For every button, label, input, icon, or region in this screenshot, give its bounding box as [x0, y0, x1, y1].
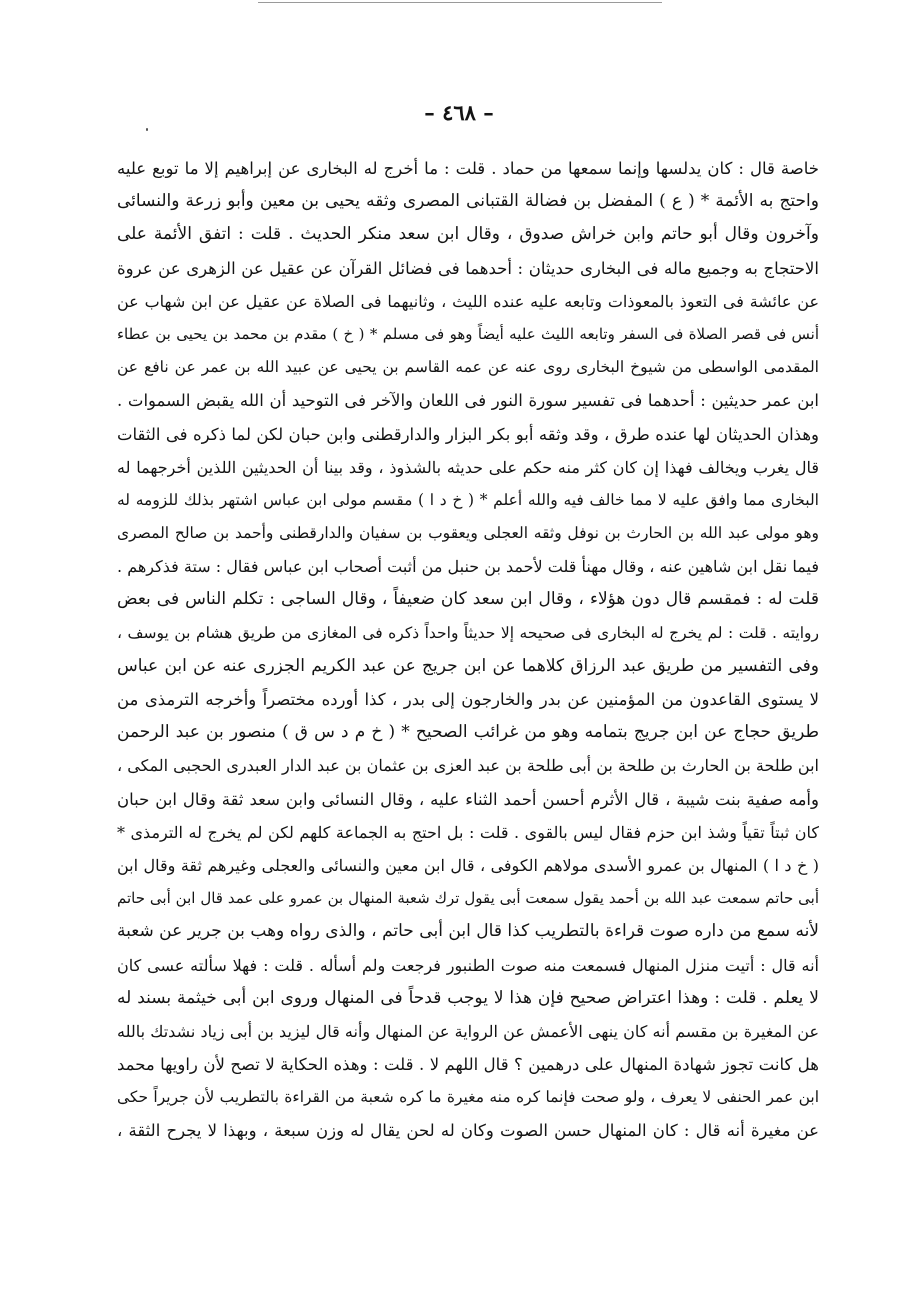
page-number: – ٤٦٨ – [424, 100, 494, 125]
text-line: قال يغرب ويخالف فهذا إن كان كثر منه حكم على حديثه بالشذوذ ، وقد بينا أن الحديثين اللذين أخرجهما له [117, 457, 819, 477]
text-line: الاحتجاج به وجميع ماله فى البخارى حديثان : أحدهما فى فضائل القرآن عن عقيل عن الزهرى عن عروة [117, 258, 819, 278]
text-line: عن المغيرة بن مقسم أنه كان ينهى الأعمش عن الرواية عن المنهال وأنه قال ليزيد بن أبى زياد نشدتك بالله [117, 1021, 819, 1041]
text-line: وآخرون وقال أبو حاتم وابن خراش صدوق ، وقال ابن سعد منكر الحديث . قلت : اتفق الأئمة على [117, 224, 819, 245]
text-line: ابن طلحة بن الحارث بن طلحة بن أبى طلحة بن عبد العزى بن عثمان بن عبد الدار العبدرى الحجبى المكى ، [117, 756, 819, 776]
text-line: وفى التفسير من طريق عبد الرزاق كلاهما عن ابن جريج عن عبد الكريم الجزرى عنه عن ابن عباس [117, 655, 819, 676]
text-line: عن مغيرة أنه قال : كان المنهال حسن الصوت وكان له لحن يقال له وزن سبعة ، وبهذا لا يجرح الثقة ، [117, 1121, 819, 1141]
top-rule [258, 2, 662, 3]
text-line: لا يعلم . قلت : وهذا اعتراض صحيح فإن هذا لا يوجب قدحاً فى المنهال وروى ابن أبى خيثمة بسند له [117, 987, 819, 1008]
text-line: هل كانت تجوز شهادة المنهال على درهمين ؟ قال اللهم لا . قلت : وهذه الحكاية لا تصح لأن راويها محمد [117, 1055, 819, 1075]
text-line: المقدمى الواسطى من شيوخ البخارى روى عنه عن عمه القاسم بن يحيى عن عبيد الله بن عمر عن نافع عن [117, 358, 819, 377]
text-line: أنس فى قصر الصلاة فى السفر وتابعه الليث عليه أيضاً وهو فى مسلم * ( خ ) مقدم بن محمد بن يحيى بن عطاء [117, 324, 819, 343]
text-line: أبى حاتم سمعت عبد الله بن أحمد يقول سمعت أبى يقول ترك شعبة المنهال بن عمرو على عمد قال ابن أبى حاتم [117, 889, 819, 908]
text-line: ابن عمر الحنفى لا يعرف ، ولو صحت فإنما كره منه مغيرة ما كره شعبة من القراءة بالتطريب لأن جريراً حكى [117, 1088, 819, 1107]
body-text [117, 152, 819, 1148]
text-line: عن عائشة فى التعوذ بالمعوذات وتابعه عليه عنده الليث ، وثانيهما فى الصلاة عن عقيل عن ابن شهاب عن [117, 291, 819, 311]
text-line: البخارى مما وافق عليه لا مما خالف فيه والله أعلم * ( خ د ا ) مقسم مولى ابن عباس اشتهر بذلك للزومه له [117, 490, 819, 509]
text-line: ابن عمر حديثين : أحدهما فى تفسير سورة النور فى اللعان والآخر فى التوحيد أن الله يقبض السموات . [117, 391, 819, 411]
text-line: روايته . قلت : لم يخرج له البخارى فى صحيحه إلا حديثاً واحداً ذكره فى المغازى من طريق هشام بن يوسف ، [117, 623, 819, 642]
text-line: وأمه صفية بنت شيبة ، قال الأثرم أحسن أحمد الثناء عليه ، وقال النسائى وابن سعد ثقة وقال ابن حبان [117, 789, 819, 809]
text-line: وهذان الحديثان لها عنده طرق ، وقد وثقه أبو بكر البزار والدارقطنى وابن حبان لكن لما ذكره فى الثقات [117, 424, 819, 444]
text-line: ( خ د ا ) المنهال بن عمرو الأسدى مولاهم الكوفى ، قال ابن معين والنسائى والعجلى وغيرهم ثقة وقال ابن [117, 855, 819, 875]
text-line: كان ثبتاً تقياً وشذ ابن حزم فقال ليس بالقوى . قلت : بل احتج به الجماعة كلهم لكن لم يخرج له الترمذى * [117, 822, 819, 842]
text-line: وهو مولى عبد الله بن الحارث بن نوفل وثقه العجلى ويعقوب بن سفيان والدارقطنى وأحمد بن صالح المصرى [117, 524, 819, 543]
text-line: فيما نقل ابن شاهين عنه ، وقال مهنأ قلت لأحمد بن حنبل من أثبت أصحاب ابن عباس فقال : ستة فذكرهم . [117, 557, 819, 577]
text-line: قلت له : فمقسم قال دون هؤلاء ، وقال ابن سعد كان ضعيفاً ، وقال الساجى : تكلم الناس فى بعض [117, 589, 819, 610]
text-line: لا يستوى القاعدون من المؤمنين عن بدر والخارجون إلى بدر ، كذا أورده مختصراً وأخرجه الترمذى من [117, 690, 819, 709]
text-line: أنه قال : أتيت منزل المنهال فسمعت منه صوت الطنبور فرجعت ولم أسأله . قلت : فهلا سألته عسى كان [117, 955, 819, 975]
text-line: طريق حجاج عن ابن جريج بتمامه وهو من غرائب الصحيح * ( خ م د س ق ) منصور بن عبد الرحمن [117, 722, 819, 743]
ink-speck [146, 128, 148, 131]
text-line: واحتج به الأئمة * ( ع ) المفضل بن فضالة القتبانى المصرى وثقه يحيى بن معين وأبو زرعة والنسائى [117, 191, 819, 212]
text-line: خاصة قال : كان يدلسها وإنما سمعها من حماد . قلت : ما أخرج له البخارى عن إبراهيم إلا ما توبع عليه [117, 159, 819, 178]
text-line: لأنه سمع من داره صوت قراءة بالتطريب كذا قال ابن أبى حاتم ، والذى رواه وهب بن جرير عن شعبة [117, 921, 819, 942]
